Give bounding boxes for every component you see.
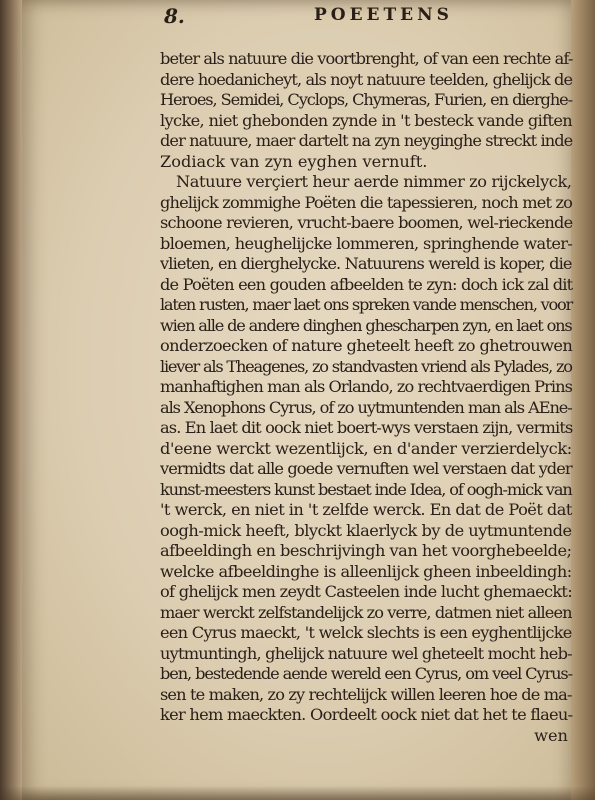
text-line: ben, bestedende aende wereld een Cyrus, om veel Cyrus-: [160, 664, 572, 683]
text-line: kunst-meesters kunst bestaet inde Idea, of oogh-mick van: [160, 479, 572, 499]
text-line: schoone revieren, vrucht-baere boomen, wel-rieckende: [160, 213, 573, 232]
text-line: laten rusten, maer laet ons spreken vande menschen, voor: [160, 295, 572, 314]
text-line: wen: [534, 725, 568, 745]
text-line: wien alle de andere dinghen ghescharpen zyn, en laet ons: [160, 315, 572, 335]
page-edge: [571, 0, 595, 800]
text-line: lycke, niet ghebonden zynde in 't besteck vande giften: [160, 110, 573, 130]
text-line: sen te maken, zo zy rechtelijck willen leeren hoe de ma-: [160, 684, 572, 704]
text-line: liever als Theagenes, zo standvasten vriend als Pylades, zo: [160, 356, 572, 376]
page-shadow: [0, 786, 595, 800]
text-line: manhaftighen man als Orlando, zo rechtvaerdigen Prins: [160, 377, 573, 396]
text-line: afbeeldingh en beschrijvingh van het voorghebeelde;: [160, 541, 572, 560]
page-number: 8.: [164, 4, 185, 28]
text-line: maer werckt zelfstandelijck zo verre, datmen niet alleen: [160, 602, 572, 622]
running-head: POEETENS: [314, 5, 453, 25]
text-line: vermidts dat alle goede vernuften wel verstaen dat yder: [160, 459, 572, 478]
text-line: ker hem maeckten. Oordeelt oock niet dat het te flaeu-: [160, 705, 573, 724]
text-line: 't werck, en niet in 't zelfde werck. En dat de Poët dat: [160, 500, 572, 519]
text-line: der natuure, maer dartelt na zyn neyginghe streckt inde: [160, 131, 573, 150]
text-line: as. En laet dit oock niet boert-wys verstaen zijn, vermits: [160, 418, 573, 437]
text-line: uytmuntingh, ghelijck natuure wel gheteelt mocht heb-: [160, 643, 572, 663]
text-line: onderzoecken of nature gheteelt heeft zo ghetrouwen: [160, 336, 573, 355]
text-line: beter als natuure die voortbrenght, of van een rechte af-: [160, 49, 573, 68]
page-header: [164, 4, 564, 30]
body-text: [160, 49, 572, 746]
text-line: een Cyrus maeckt, 't welck slechts is een eyghentlijcke: [160, 623, 572, 642]
text-line: vlieten, en dierghelycke. Natuurens wereld is koper, die: [160, 254, 572, 273]
text-line: oogh-mick heeft, blyckt klaerlyck by de uytmuntende: [160, 520, 572, 540]
text-line: Zodiack van zyn eyghen vernuft.: [160, 151, 428, 171]
book-spine: [0, 0, 22, 800]
text-line: ghelijck zommighe Poëten die tapessieren, noch met zo: [160, 192, 573, 212]
text-line: of ghelijck men zeydt Casteelen inde lucht ghemaeckt:: [160, 582, 572, 601]
text-line: welcke afbeeldinghe is alleenlijck gheen inbeeldingh:: [160, 561, 572, 581]
text-line: Heroes, Semidei, Cyclops, Chymeras, Furien, en dierghe-: [160, 90, 573, 109]
text-line: de Poëten een gouden afbeelden te zyn: doch ick zal dit: [160, 274, 573, 294]
text-line: dere hoedanicheyt, als noyt natuure teelden, ghelijck de: [160, 69, 573, 89]
text-line: bloemen, heughelijcke lommeren, springhende water-: [160, 233, 573, 253]
text-line: Natuure verçiert heur aerde nimmer zo rijckelyck,: [176, 172, 572, 191]
text-line: als Xenophons Cyrus, of zo uytmuntenden man als AEne-: [160, 397, 572, 417]
text-line: d'eene werckt wezentlijck, en d'ander verzierdelyck:: [160, 438, 572, 458]
